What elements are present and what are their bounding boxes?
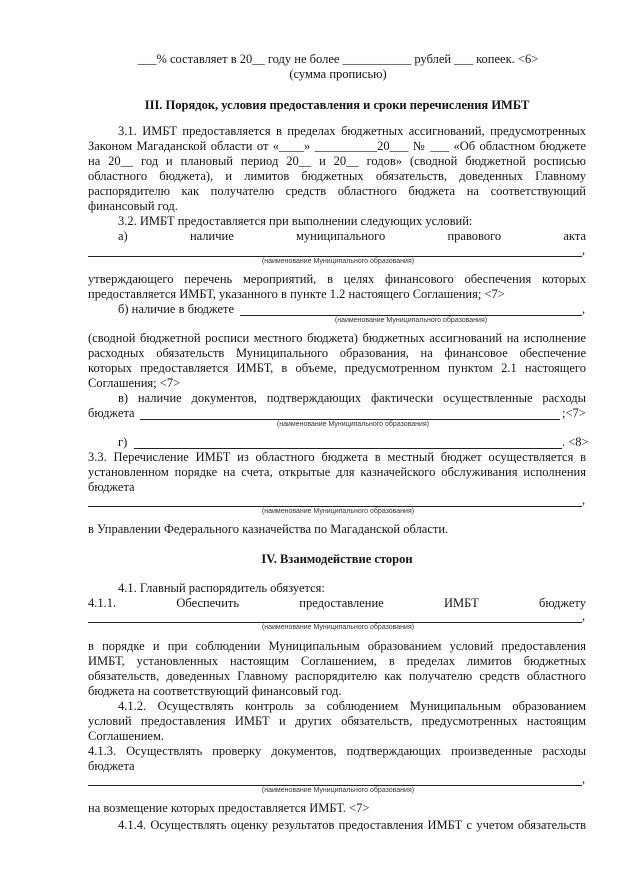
paragraph-3-2-a (118, 229, 586, 245)
comma-mark: , (582, 243, 586, 257)
paragraph-3-1-line: 3.1. ИМБТ предоставляется в пределах бюджетных ассигнований, предусмотренных (118, 124, 586, 138)
comma-mark: , (582, 493, 586, 507)
paragraph-3-2-v: в) наличие документов, подтверждающих фактически осуществленные расходы (118, 391, 586, 405)
paragraph-3-2-a-cont: предоставляется ИМБТ, указанного в пункте 1.2 настоящего Соглашения; <7> (88, 287, 505, 301)
sum-caption: (сумма прописью) (289, 67, 387, 81)
blank-line (134, 448, 562, 449)
word: а) (118, 229, 128, 243)
note-ref: ;<7> (562, 406, 586, 420)
paragraph-3-3-line: бюджета (88, 480, 135, 494)
paragraph-3-3-end: в Управлении Федерального казначейства по Магаданской области. (88, 522, 449, 536)
paragraph-3-1-line: Законом Магаданской области от «____» __________20___ № ___ «Об областном бюджете (88, 139, 586, 153)
word: наличие (189, 229, 234, 243)
field-caption: (наименование Муниципального образования) (276, 421, 430, 428)
sum-line: ___% составляет в 20__ году не более ___________ рублей ___ копеек. <6> (137, 52, 539, 66)
paragraph-3-2-g-label: г) (118, 435, 128, 449)
word: акта (563, 229, 586, 243)
paragraph-4-1-2-line: Соглашением. (88, 729, 165, 743)
comma-mark: , (582, 772, 586, 786)
note-ref: . <8> (562, 435, 589, 449)
paragraph-3-2-b-cont: которых предоставляется ИМБТ, в объеме, предусмотренном пунктом 2.1 настоящего (88, 361, 586, 375)
paragraph-3-1-line: финансовый год. (88, 199, 178, 213)
paragraph-3-2-b-cont: Соглашения; <7> (88, 376, 181, 390)
paragraph-3-2-v-label: бюджета (88, 406, 135, 420)
word: ИМБТ (443, 596, 479, 610)
paragraph-4-1-1-cont: бюджета на соответствующий финансовый год. (88, 684, 342, 698)
comma-mark: , (582, 609, 586, 623)
word: правового (447, 229, 502, 243)
field-caption: (наименование Муниципального образования) (261, 258, 415, 265)
word: 4.1.1. (88, 596, 117, 610)
paragraph-4-1-3-line: бюджета (88, 759, 135, 773)
paragraph-3-1-line: распорядителю как получателю средств областного бюджета на соответствующий (88, 184, 586, 198)
paragraph-3-2-b-label: б) наличие в бюджете (118, 302, 235, 316)
word: Обеспечить (176, 596, 240, 610)
section-4-title: IV. Взаимодействие сторон (261, 552, 413, 566)
field-caption: (наименование Муниципального образования) (261, 624, 415, 631)
paragraph-3-2-intro: 3.2. ИМБТ предоставляется при выполнении следующих условий: (118, 214, 473, 228)
field-caption: (наименование Муниципального образования) (261, 508, 415, 515)
paragraph-3-2-b-cont: (сводной бюджетной росписи местного бюджета) бюджетных ассигнований на исполнение (88, 331, 586, 345)
paragraph-4-1-1-cont: ИМБТ, установленных настоящим Соглашением, в пределах лимитов бюджетных (88, 654, 586, 668)
paragraph-3-3-line: 3.3. Перечисление ИМБТ из областного бюджета в местный бюджет осуществляется в (88, 450, 586, 464)
paragraph-3-3-line: установленном порядке на счета, открытые для казначейского обслуживания исполнения (88, 465, 586, 479)
paragraph-3-2-b-cont: расходных обязательств Муниципального образования, на финансовое обеспечение (88, 346, 586, 360)
paragraph-4-1: 4.1. Главный распорядитель обязуется: (118, 581, 325, 595)
paragraph-3-2-a-cont: утверждающего перечень мероприятий, в целях финансового обеспечения которых (88, 272, 586, 286)
comma-mark: , (582, 302, 586, 316)
word: бюджету (538, 596, 586, 610)
paragraph-4-1-3-end: на возмещение которых предоставляется ИМБТ. <7> (88, 801, 370, 815)
paragraph-4-1-1-cont: обязательств, доведенных Главному распорядителю как получателю средств областного (88, 669, 586, 683)
paragraph-4-1-1-cont: в порядке и при соблюдении Муниципальным образованием условий предоставления (88, 639, 586, 653)
word: муниципального (296, 229, 386, 243)
paragraph-4-1-3-line: 4.1.3. Осуществлять проверку документов, подтверждающих произведенные расходы (88, 744, 586, 758)
paragraph-4-1-2-line: 4.1.2. Осуществлять контроль за соблюдением Муниципальным образованием (118, 699, 586, 713)
paragraph-3-1-line: на 20__ год и плановый период 20__ и 20__ годов» (сводной бюджетной росписью (88, 154, 586, 168)
paragraph-4-1-1 (88, 596, 586, 612)
paragraph-4-1-4: 4.1.4. Осуществлять оценку результатов предоставления ИМБТ с учетом обязательств (118, 818, 586, 832)
paragraph-3-1-line: областного бюджета), и лимитов бюджетных обязательств, доведенных Главному (88, 169, 586, 183)
paragraph-4-1-2-line: условий предоставления ИМБТ и других обязательств, предусмотренных настоящим (88, 714, 586, 728)
section-3-title: III. Порядок, условия предоставления и сроки перечисления ИМБТ (144, 98, 530, 112)
field-caption: (наименование Муниципального образования) (261, 787, 415, 794)
field-caption: (наименование Муниципального образования) (334, 317, 488, 324)
word: предоставление (299, 596, 384, 610)
